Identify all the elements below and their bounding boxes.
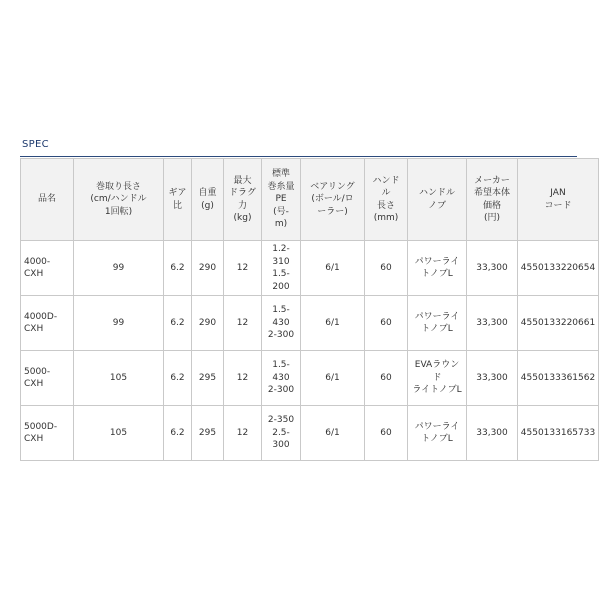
header-price-line: (円) <box>483 213 501 223</box>
line-capacity-line: 300 <box>272 440 290 451</box>
header-jan-code <box>518 159 599 241</box>
spec-heading-divider <box>20 156 577 157</box>
header-handle-length-line: 長さ <box>376 200 395 211</box>
header-model-line: 品名 <box>37 194 56 205</box>
header-bearing-line: ベアリング <box>310 181 355 192</box>
header-bearing-line: (ボール/ロ <box>311 194 354 205</box>
header-drag-line: 力 <box>237 200 247 211</box>
header-max-drag <box>224 159 262 241</box>
gear-cell: 6.2 <box>164 406 192 461</box>
line-capacity-line: 2.5- <box>272 427 290 438</box>
header-handle-length <box>365 159 408 241</box>
weight-cell: 295 <box>192 351 224 406</box>
header-drag-line: (kg) <box>233 213 252 223</box>
line-capacity-line: 430 <box>272 317 290 328</box>
header-line-capacity-line: m) <box>274 219 288 230</box>
header-drag-line: 最大 <box>233 175 252 186</box>
line-capacity-line: 2-300 <box>267 385 295 396</box>
header-model <box>21 159 74 241</box>
model-cell <box>21 241 74 296</box>
header-knob-line: ノブ <box>427 200 446 211</box>
spec-table-header-row <box>21 159 599 241</box>
header-winding-line: 巻取り長さ <box>95 181 141 192</box>
price-cell: 33,300 <box>467 296 518 351</box>
table-row <box>21 296 599 351</box>
price-cell: 33,300 <box>467 241 518 296</box>
handle-length-cell: 60 <box>365 406 408 461</box>
header-price <box>467 159 518 241</box>
gear-cell: 6.2 <box>164 296 192 351</box>
knob-line: トノブL <box>421 269 453 279</box>
header-handle-length-line: ハンド <box>372 175 400 186</box>
knob-line: ライトノブL <box>412 385 462 396</box>
header-weight-line: 自重 <box>198 188 217 198</box>
model-cell <box>21 296 74 351</box>
drag-cell: 12 <box>224 351 262 406</box>
header-knob-line: ハンドル <box>418 188 455 198</box>
header-winding-line: 1回転) <box>104 206 133 217</box>
jan-cell: 4550133165733 <box>518 406 599 461</box>
jan-cell: 4550133220654 <box>518 241 599 296</box>
model-line: CXH <box>24 434 44 444</box>
weight-cell: 290 <box>192 241 224 296</box>
knob-line: トノブL <box>421 324 453 334</box>
table-row <box>21 406 599 461</box>
knob-cell <box>408 406 467 461</box>
line-capacity-cell <box>262 241 301 296</box>
knob-cell <box>408 241 467 296</box>
winding-cell: 105 <box>74 351 164 406</box>
header-line-capacity-line: (号- <box>273 206 289 217</box>
header-line-capacity-line: 標準 <box>271 169 290 180</box>
table-row <box>21 351 599 406</box>
jan-cell: 4550133361562 <box>518 351 599 406</box>
line-capacity-line: 200 <box>272 281 290 292</box>
gear-cell: 6.2 <box>164 351 192 406</box>
line-capacity-line: 430 <box>272 372 290 383</box>
knob-line: パワーライ <box>414 421 460 432</box>
spec-heading: SPEC <box>22 139 49 150</box>
model-line: CXH <box>24 324 44 334</box>
bearing-cell: 6/1 <box>301 241 365 296</box>
handle-length-cell: 60 <box>365 351 408 406</box>
handle-length-cell: 60 <box>365 296 408 351</box>
line-capacity-cell <box>262 296 301 351</box>
header-handle-knob <box>408 159 467 241</box>
drag-cell: 12 <box>224 241 262 296</box>
header-bearing-line: ーラー) <box>317 206 348 217</box>
bearing-cell: 6/1 <box>301 406 365 461</box>
header-line-capacity-line: PE <box>275 194 287 205</box>
winding-cell: 99 <box>74 241 164 296</box>
knob-cell <box>408 296 467 351</box>
header-price-line: 希望本体 <box>473 188 510 198</box>
model-line: 5000D- <box>24 421 58 432</box>
header-line-capacity <box>262 159 301 241</box>
handle-length-cell: 60 <box>365 241 408 296</box>
gear-cell: 6.2 <box>164 241 192 296</box>
model-cell <box>21 351 74 406</box>
header-handle-length-line: (mm) <box>373 213 399 223</box>
knob-line: パワーライ <box>414 311 460 322</box>
model-line: 5000- <box>24 366 51 377</box>
line-capacity-cell <box>262 406 301 461</box>
model-line: CXH <box>24 379 44 389</box>
header-winding-length <box>74 159 164 241</box>
winding-cell: 105 <box>74 406 164 461</box>
spec-table <box>20 158 599 461</box>
knob-line: トノブL <box>421 434 453 444</box>
line-capacity-line: 1.5- <box>272 360 290 371</box>
bearing-cell: 6/1 <box>301 351 365 406</box>
header-jan-line: JAN <box>550 188 566 198</box>
weight-cell: 295 <box>192 406 224 461</box>
header-price-line: 価格 <box>482 200 501 211</box>
header-drag-line: ドラグ <box>228 188 256 198</box>
knob-cell <box>408 351 467 406</box>
weight-cell: 290 <box>192 296 224 351</box>
header-price-line: メーカー <box>474 175 510 186</box>
header-bearing <box>301 159 365 241</box>
line-capacity-line: 1.5- <box>272 269 290 279</box>
model-line: CXH <box>24 269 44 279</box>
header-gear-line: 比 <box>172 200 182 211</box>
header-weight-line: (g) <box>201 200 214 211</box>
header-jan-line: コード <box>544 200 572 211</box>
line-capacity-line: 1.5- <box>272 305 290 316</box>
header-handle-length-line: ル <box>381 188 391 198</box>
header-weight <box>192 159 224 241</box>
line-capacity-line: 310 <box>272 256 290 267</box>
line-capacity-line: 2-350 <box>267 415 295 426</box>
knob-line: EVAラウン <box>414 360 460 371</box>
model-cell <box>21 406 74 461</box>
model-line: 4000- <box>24 256 51 267</box>
header-gear-line: ギア <box>168 188 187 198</box>
knob-line: ド <box>432 372 442 383</box>
table-row <box>21 241 599 296</box>
bearing-cell: 6/1 <box>301 296 365 351</box>
line-capacity-line: 2-300 <box>267 330 295 341</box>
price-cell: 33,300 <box>467 351 518 406</box>
header-winding-line: (cm/ハンドル <box>90 194 147 205</box>
header-gear-ratio <box>164 159 192 241</box>
knob-line: パワーライ <box>414 256 460 267</box>
line-capacity-cell <box>262 351 301 406</box>
jan-cell: 4550133220661 <box>518 296 599 351</box>
line-capacity-line: 1.2- <box>272 244 290 254</box>
header-line-capacity-line: 巻糸量 <box>267 181 295 192</box>
price-cell: 33,300 <box>467 406 518 461</box>
model-line: 4000D- <box>24 311 58 322</box>
winding-cell: 99 <box>74 296 164 351</box>
drag-cell: 12 <box>224 406 262 461</box>
drag-cell: 12 <box>224 296 262 351</box>
